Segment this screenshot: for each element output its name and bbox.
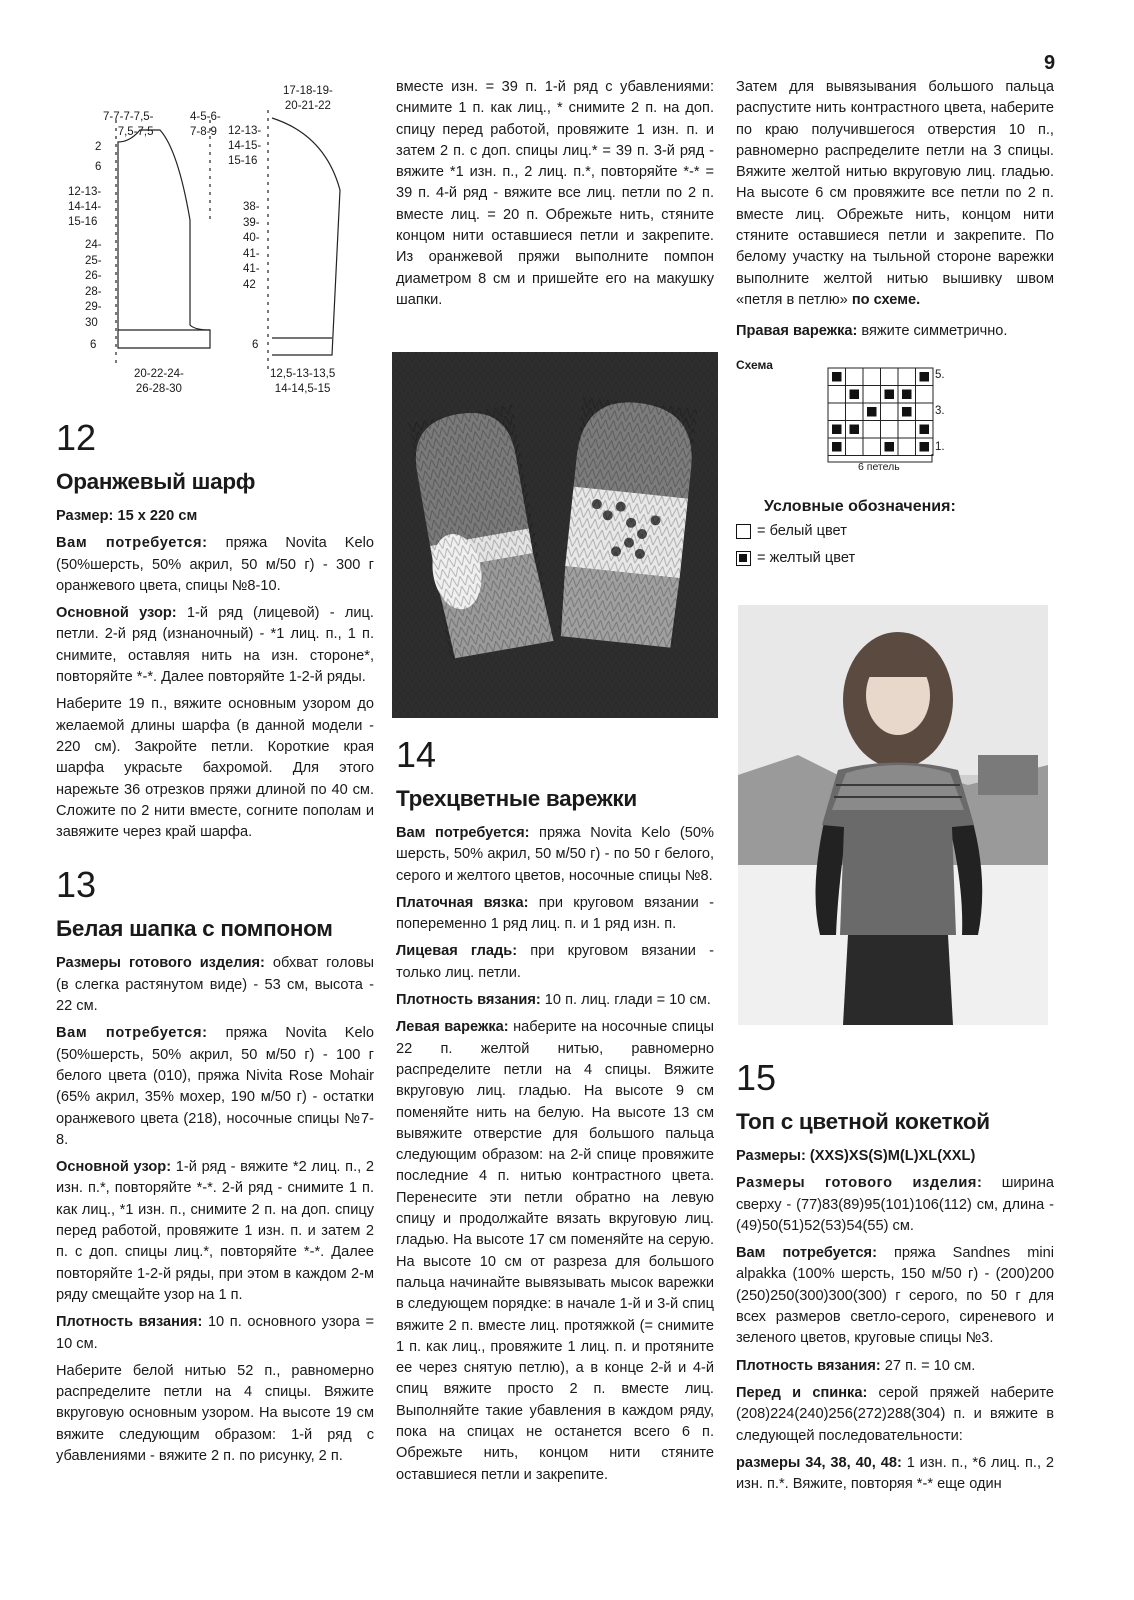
- chart-cell: [846, 368, 864, 386]
- section-12-title: Оранжевый шарф: [56, 469, 256, 494]
- s12-need-label: Вам потребуется:: [56, 535, 208, 552]
- chart-cell: [881, 368, 899, 386]
- s15-sizes: Размеры: (XXS)XS(S)M(L)XL(XXL): [736, 1148, 976, 1164]
- legend-title: Условные обозначения:: [764, 498, 956, 515]
- s14-continuation: Затем для вывязывания большого пальца распустите нить контрастного цвета, наберите по краю получившегося отверстия 10 п., равномерно распределите петли на 3 спицы. Вяжите желтой нитью вкруговую лиц. гладью. На высоте 6 см провяжите все петли по 2 п. вместе лиц. Обрежьте нить, концом нити стяните оставшиеся петли и закрепите. По белому участку на тыльной стороне варежки выполните желтой нитью вышивку швом «петля в петлю»: [736, 79, 1054, 308]
- white-swatch-icon: [736, 524, 751, 539]
- column-3-top: [736, 77, 1054, 349]
- chart-filled-stitch: [832, 425, 842, 435]
- chart-row-1: 1.: [935, 441, 945, 453]
- s15-need-label: Вам потребуется:: [736, 1245, 877, 1262]
- s13-need-label: Вам потребуется:: [56, 1025, 208, 1042]
- chart-row-3: 3.: [935, 405, 945, 417]
- legend-yellow: [736, 550, 855, 566]
- top-model-photo: [738, 605, 1048, 1025]
- sch-side-6: 6: [95, 161, 102, 173]
- chart-filled-stitch: [850, 425, 860, 435]
- chart-cell: [846, 438, 864, 456]
- chart-cell: [828, 386, 846, 404]
- body-outline: [118, 130, 210, 348]
- chart-filled-stitch: [902, 390, 912, 400]
- s14-garter: при круговом вязании - попеременно 1 ряд лиц. п. и 1 ряд изн. п.: [396, 894, 714, 933]
- chart-label: Схема: [736, 358, 773, 372]
- section-15-number: 15: [736, 1057, 777, 1098]
- s14-density: 10 п. лиц. глади = 10 см.: [540, 992, 711, 1009]
- chart-filled-stitch: [885, 442, 895, 452]
- chart-cell: [916, 403, 934, 421]
- s14-continuation-bold: по схеме.: [851, 291, 921, 308]
- s15-need: пряжа Sandnes mini alpakka (100% шерсть, 150 м/50 г) - (200)200 (250)250(300)300(300) г серого, по 50 г для всех размеров светло-серого, сиреневого и зеленого цветов, круговые спицы №3.: [736, 1245, 1054, 1347]
- chart-cell: [863, 386, 881, 404]
- s15-density-label: Плотность вязания:: [736, 1357, 881, 1374]
- s15-finished: ширина сверху - (77)83(89)95(101)106(112) см, длина - (49)50(51)52(53)54(55) см.: [736, 1175, 1055, 1234]
- s15-finished-label: Размеры готового изделия:: [736, 1175, 983, 1192]
- s13-size-label: Размеры готового изделия:: [56, 955, 265, 972]
- legend-white: [736, 523, 847, 539]
- chart-cell: [898, 438, 916, 456]
- chart-cell: [828, 403, 846, 421]
- sch-top-left: 7-7-7-7,5- 7,5-7,5: [103, 111, 154, 138]
- s12-need: пряжа Novita Kelo (50%шерсть, 50% акрил, 50 м/50 г) - 300 г оранжевого цвета, спицы №8-10.: [56, 535, 375, 594]
- chart-filled-stitch: [885, 390, 895, 400]
- chart-row-5: 5.: [935, 369, 945, 381]
- s13-pattern-label: Основной узор:: [56, 1159, 172, 1176]
- s13-density-label: Плотность вязания:: [56, 1314, 203, 1331]
- column-3-bottom: [736, 1058, 1054, 1501]
- sch-neck-right: 12-13- 14-15- 15-16: [228, 125, 262, 167]
- s14-left-label: Левая варежка:: [396, 1019, 509, 1036]
- yellow-swatch-icon: [736, 551, 751, 566]
- section-14-number: 14: [396, 734, 437, 775]
- page-number: 9: [1044, 52, 1056, 74]
- section-15-title: Топ с цветной кокеткой: [736, 1109, 990, 1134]
- sch-top-mid: 4-5-6- 7-8-9: [190, 111, 221, 138]
- s12-pattern-label: Основной узор:: [56, 605, 177, 622]
- s14-right-label: Правая варежка:: [736, 323, 858, 340]
- s14-need: пряжа Novita Kelo (50% шерсть, 50% акрил, 50 м/50 г) - по 50 г белого, серого и желтого цветов, носочные спицы №8.: [396, 825, 714, 884]
- model-illustration: [738, 605, 1048, 1025]
- chart-cell: [846, 403, 864, 421]
- chart-filled-stitch: [920, 442, 930, 452]
- s15-density: 27 п. = 10 см.: [880, 1357, 976, 1374]
- sch-side-armhole: 12-13- 14-14- 15-16: [68, 186, 102, 228]
- chart-width-label: 6 петель: [858, 461, 900, 473]
- s13-density: 10 п. основного узора = 10 см.: [56, 1314, 374, 1352]
- legend-yellow-label: = желтый цвет: [757, 550, 856, 566]
- s15-front: серой пряжей наберите (208)224(240)256(272)288(304) п. и вяжите в следующей последовательности:: [736, 1384, 1054, 1444]
- section-12-number: 12: [56, 417, 97, 458]
- sch-side-2: 2: [95, 141, 102, 153]
- s14-right: вяжите симметрично.: [857, 323, 1008, 340]
- sch-sleeve-length: 38- 39- 40- 41- 41- 42: [243, 201, 260, 291]
- s13-pattern: 1-й ряд - вяжите *2 лиц. п., 2 изн. п.*, повторяйте *-*. 2-й ряд - снимите 1 п. как лиц., *1 изн. п., снимите 2 п. на доп. спицу перед работой, провяжите 1 изн. п. и затем 2 п. с доп. спицы лиц.*, повторяйте *-*. Далее повторяйте 1-2-й ряды, при этом в каждом 2-м ряду смещайте узор на 1 п.: [56, 1159, 374, 1303]
- sch-sleeve-bottom: 6: [252, 339, 259, 351]
- sch-sleeve-width: 12,5-13-13,5 14-14,5-15: [270, 368, 336, 395]
- section-13-title: Белая шапка с помпоном: [56, 916, 333, 942]
- sch-side-bottom: 6: [90, 339, 97, 351]
- section-14-title: Трехцветные варежки: [396, 786, 637, 811]
- s13-size: обхват головы (в слегка растянутом виде) - 53 см, высота - 22 см.: [56, 955, 374, 1015]
- s15-front-label: Перед и спинка:: [736, 1384, 868, 1401]
- chart-cell: [898, 421, 916, 439]
- s12-body: Наберите 19 п., вяжите основным узором до желаемой длины шарфа (в данной модели - 220 см). Закройте петли. Короткие края шарфа украсьте бахромой. Для этого нарежьте 36 отрезков пряжи длиной по 40 см. Сложите по 2 нити вместе, согните пополам и завяжите через край шарфа.: [56, 696, 374, 841]
- s14-garter-label: Платочная вязка:: [396, 894, 529, 911]
- chart-cell: [898, 368, 916, 386]
- s14-need-label: Вам потребуется:: [396, 825, 530, 841]
- chart-filled-stitch: [920, 425, 930, 435]
- legend-white-label: = белый цвет: [757, 523, 847, 539]
- chart-filled-stitch: [902, 407, 912, 417]
- s12-size-label: Размер:: [56, 508, 114, 524]
- s13-body: Наберите белой нитью 52 п., равномерно распределите петли на 4 спицы. Вяжите вкруговую основным узором. На высоте 19 см вяжите следующим образом: 1-й ряд с убавлениями - вяжите 2 п. по рисунку, 2 п.: [56, 1362, 374, 1464]
- column-2-top: [396, 77, 714, 317]
- chart-filled-stitch: [832, 372, 842, 382]
- s14-left: наберите на носочные спицы 22 п. желтой нитью, равномерно распределите петли на 4 спицы. Вяжите вкруговую лиц. гладью. На высоте 9 см поменяйте нить на белую. На высоте 13 см вывяжите отверстие для большого пальца следующим образом: на 2-й спице провяжите последние 4 п. нитью контрастного цвета. Перенесите эти петли обратно на левую спицу и продолжайте вязать вкруговую лиц. гладью. На высоте 17 см поменяйте на серую. На высоте 10 см от разреза для большого пальца начинайте вывязывать мысок варежки в следующем порядке: в начале 1-й и 3-й спиц вяжите 2 п. вместе лиц. протяжкой (= снимите 1 п. как лиц., провяжите 1 лиц. п. и протяните ее через снятую петлю), а в конце 2-й и 4-й спиц вяжите просто 2 п. вместе лиц. Выполняйте такие убавления в каждом ряду, пока на спицах не останется всего 6 п. Обрежьте нить, концом нити стяните оставшиеся петли и закрепите.: [396, 1019, 714, 1483]
- sch-width: 20-22-24- 26-28-30: [134, 368, 184, 395]
- s14-density-label: Плотность вязания:: [396, 992, 541, 1009]
- sch-side-body: 24- 25- 26- 28- 29- 30: [85, 239, 102, 329]
- chart-filled-stitch: [832, 442, 842, 452]
- chart-cell: [863, 368, 881, 386]
- column-1: [56, 418, 374, 1473]
- chart-cell: [881, 421, 899, 439]
- s15-sizes2: 1 изн. п., *6 лиц. п., 2 изн. п.*. Вяжите, повторяя *-* еще один: [736, 1454, 1054, 1493]
- s13-need: пряжа Novita Kelo (50%шерсть, 50% акрил, 50 м/50 г) - 100 г белого цвета (010), пряжа Nivita Rose Mohair (65% акрил, 35% мохер, 190 м/50 г) - остатки оранжевого цвета (218), носочные спицы №7-8.: [56, 1025, 375, 1148]
- sch-sleeve-top: 17-18-19- 20-21-22: [283, 85, 333, 112]
- mittens-photo: [392, 352, 718, 718]
- sleeve-outline: [272, 118, 340, 355]
- section-13-number: 13: [56, 864, 97, 906]
- chart-filled-stitch: [920, 372, 930, 382]
- chart-filled-stitch: [850, 390, 860, 400]
- chart-cell: [916, 386, 934, 404]
- s14-stock-label: Лицевая гладь:: [396, 943, 518, 960]
- s14-stock: при круговом вязании - только лиц. петли.: [396, 943, 714, 981]
- s13-continuation: вместе изн. = 39 п. 1-й ряд с убавлениями: снимите 1 п. как лиц., * снимите 2 п. на доп. спицу перед работой, провяжите 1 изн. п. и затем 2 п. с доп. спицы лиц.* = 39 п. 3-й ряд - вяжите *1 изн. п., 2 лиц. п.*, повторяйте *-* = 39 п. 4-й ряд - вяжите все лиц. петли по 2 п. вместе лиц. = 20 п. Обрежьте нить, стяните концом нити оставшиеся петли и закрепите. Из оранжевой пряжи выполните помпон диаметром 8 см и пришейте его на макушку шапки.: [396, 79, 714, 308]
- column-2-bottom: [396, 735, 714, 1492]
- chart-filled-stitch: [867, 407, 877, 417]
- chart-cell: [863, 421, 881, 439]
- chart-cell: [881, 403, 899, 421]
- s15-sizes2-label: размеры 34, 38, 40, 48:: [736, 1454, 902, 1471]
- chart-cell: [863, 438, 881, 456]
- s12-pattern: 1-й ряд (лицевой) - лиц. петли. 2-й ряд (изнаночный) - *1 лиц. п., 1 п. снимите, оставляя нить на изн. стороне*, повторяйте *-*. Далее повторяйте 1-2-й ряды.: [56, 605, 374, 686]
- mittens-illustration: [392, 352, 718, 718]
- s12-size: 15 х 220 см: [113, 508, 198, 524]
